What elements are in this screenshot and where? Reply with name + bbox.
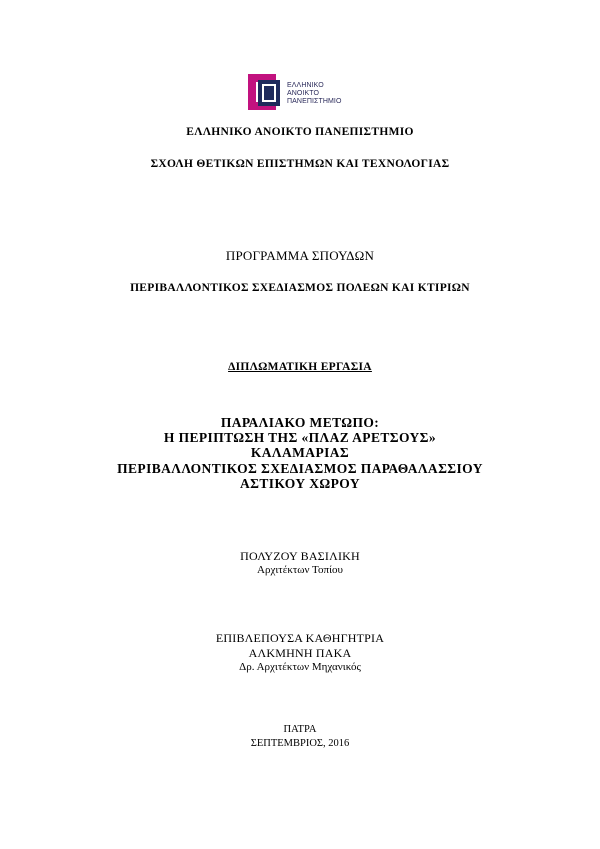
program-label: ΠΡΟΓΡΑΜΜΑ ΣΠΟΥΔΩΝ xyxy=(225,248,375,263)
document-type-text: ΔΙΠΛΩΜΑΤΙΚΗ ΕΡΓΑΣΙΑ xyxy=(228,361,372,373)
logo-wordmark xyxy=(287,82,342,106)
author-profession: Αρχιτέκτων Τοπίου xyxy=(257,564,343,576)
author-name: ΠΟΛΥΖΟΥ ΒΑΣΙΛΙΚΗ xyxy=(240,549,360,563)
school-name: ΣΧΟΛΗ ΘΕΤΙΚΩΝ ΕΠΙΣΤΗΜΩΝ ΚΑΙ ΤΕΧΝΟΛΟΓΙΑΣ xyxy=(150,158,450,170)
city: ΠΑΤΡΑ xyxy=(283,724,317,735)
logo-line-3: ΠΑΝΕΠΙΣΤΗΜΙΟ xyxy=(287,98,342,105)
supervisor-name: ΑΛΚΜΗΝΗ ΠΑΚΑ xyxy=(248,646,352,660)
title-line-5: ΑΣΤΙΚΟΥ ΧΩΡΟΥ xyxy=(240,475,360,491)
date: ΣΕΠΤΕΜΒΡΙΟΣ, 2016 xyxy=(250,738,350,749)
title-line-1: ΠΑΡΑΛΙΑΚΟ ΜΕΤΩΠΟ: xyxy=(220,415,380,430)
document-type xyxy=(0,361,600,373)
university-name: ΕΛΛΗΝΙΚΟ ΑΝΟΙΚΤΟ ΠΑΝΕΠΙΣΤΗΜΙΟ xyxy=(186,126,414,138)
program-name: ΠΕΡΙΒΑΛΛΟΝΤΙΚΟΣ ΣΧΕΔΙΑΣΜΟΣ ΠΟΛΕΩΝ ΚΑΙ ΚΤΙΡΙΩΝ xyxy=(130,282,470,294)
title-line-3: ΚΑΛΑΜΑΡΙΑΣ xyxy=(250,445,350,461)
logo-line-2: ΑΝΟΙΚΤΟ xyxy=(287,90,320,97)
logo-emblem-icon xyxy=(246,72,286,112)
university-logo xyxy=(246,72,358,112)
supervisor-label: ΕΠΙΒΛΕΠΟΥΣΑ ΚΑΘΗΓΗΤΡΙΑ xyxy=(215,631,385,645)
thesis-title xyxy=(0,415,600,491)
logo-line-1: ΕΛΛΗΝΙΚΟ xyxy=(287,82,324,89)
supervisor-profession: Δρ. Αρχιτέκτων Μηχανικός xyxy=(239,661,361,673)
title-line-2: Η ΠΕΡΙΠΤΩΣΗ ΤΗΣ «ΠΛΑΖ ΑΡΕΤΣΟΥΣ» xyxy=(163,430,437,446)
title-line-4: ΠΕΡΙΒΑΛΛΟΝΤΙΚΟΣ ΣΧΕΔΙΑΣΜΟΣ ΠΑΡΑΘΑΛΑΣΣΙΟΥ xyxy=(117,460,483,476)
